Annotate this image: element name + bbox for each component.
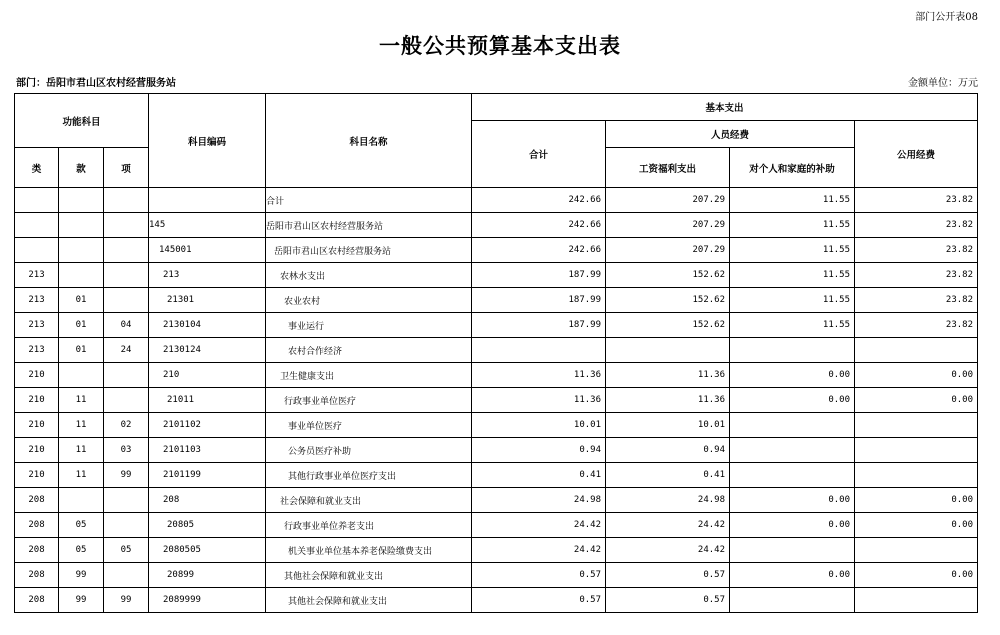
cell-public bbox=[855, 588, 978, 613]
budget-table bbox=[14, 93, 978, 613]
cell-lei bbox=[15, 238, 59, 263]
cell-lei: 208 bbox=[15, 538, 59, 563]
table-row bbox=[15, 563, 978, 588]
cell-name: 农业农村 bbox=[266, 288, 472, 313]
table-row bbox=[15, 413, 978, 438]
cell-kuan: 01 bbox=[59, 288, 104, 313]
cell-name: 事业单位医疗 bbox=[266, 413, 472, 438]
cell-name: 社会保障和就业支出 bbox=[266, 488, 472, 513]
header-personnel: 人员经费 bbox=[606, 121, 855, 148]
cell-code: 20805 bbox=[149, 513, 266, 538]
header-wages: 工资福利支出 bbox=[606, 148, 730, 188]
cell-wages: 207.29 bbox=[606, 188, 730, 213]
cell-subsidy: 0.00 bbox=[730, 563, 855, 588]
cell-wages: 0.94 bbox=[606, 438, 730, 463]
cell-xiang: 24 bbox=[104, 338, 149, 363]
cell-name: 农村合作经济 bbox=[266, 338, 472, 363]
cell-xiang: 02 bbox=[104, 413, 149, 438]
cell-code: 2130104 bbox=[149, 313, 266, 338]
table-row bbox=[15, 213, 978, 238]
cell-public: 23.82 bbox=[855, 313, 978, 338]
cell-subsidy: 11.55 bbox=[730, 313, 855, 338]
cell-kuan: 11 bbox=[59, 413, 104, 438]
cell-total: 0.94 bbox=[472, 438, 606, 463]
cell-lei: 213 bbox=[15, 263, 59, 288]
cell-name: 其他行政事业单位医疗支出 bbox=[266, 463, 472, 488]
cell-total: 24.42 bbox=[472, 513, 606, 538]
cell-name: 公务员医疗补助 bbox=[266, 438, 472, 463]
cell-wages: 24.42 bbox=[606, 513, 730, 538]
cell-subsidy: 11.55 bbox=[730, 288, 855, 313]
cell-name: 机关事业单位基本养老保险缴费支出 bbox=[266, 538, 472, 563]
cell-xiang: 03 bbox=[104, 438, 149, 463]
table-row bbox=[15, 338, 978, 363]
table-row bbox=[15, 388, 978, 413]
cell-wages: 0.57 bbox=[606, 563, 730, 588]
cell-name: 行政事业单位医疗 bbox=[266, 388, 472, 413]
cell-xiang: 99 bbox=[104, 463, 149, 488]
cell-subsidy bbox=[730, 438, 855, 463]
table-row bbox=[15, 313, 978, 338]
cell-kuan: 01 bbox=[59, 313, 104, 338]
cell-lei: 208 bbox=[15, 488, 59, 513]
cell-xiang: 99 bbox=[104, 588, 149, 613]
cell-public: 23.82 bbox=[855, 238, 978, 263]
cell-kuan bbox=[59, 488, 104, 513]
cell-subsidy bbox=[730, 463, 855, 488]
header-total: 合计 bbox=[472, 121, 606, 188]
cell-xiang: 04 bbox=[104, 313, 149, 338]
cell-lei: 213 bbox=[15, 313, 59, 338]
cell-lei: 208 bbox=[15, 588, 59, 613]
cell-xiang bbox=[104, 188, 149, 213]
cell-lei: 210 bbox=[15, 438, 59, 463]
cell-name: 农林水支出 bbox=[266, 263, 472, 288]
cell-xiang bbox=[104, 213, 149, 238]
cell-public: 23.82 bbox=[855, 188, 978, 213]
cell-xiang: 05 bbox=[104, 538, 149, 563]
table-row bbox=[15, 588, 978, 613]
cell-total: 24.98 bbox=[472, 488, 606, 513]
cell-xiang bbox=[104, 563, 149, 588]
header-basic-expenditure: 基本支出 bbox=[472, 94, 978, 121]
cell-code: 2101103 bbox=[149, 438, 266, 463]
cell-wages: 0.57 bbox=[606, 588, 730, 613]
table-row bbox=[15, 363, 978, 388]
cell-subsidy: 11.55 bbox=[730, 213, 855, 238]
table-row bbox=[15, 488, 978, 513]
cell-public: 0.00 bbox=[855, 563, 978, 588]
cell-total: 242.66 bbox=[472, 238, 606, 263]
cell-subsidy: 11.55 bbox=[730, 188, 855, 213]
cell-code: 21301 bbox=[149, 288, 266, 313]
cell-wages: 0.41 bbox=[606, 463, 730, 488]
cell-lei: 213 bbox=[15, 338, 59, 363]
page-title: 一般公共预算基本支出表 bbox=[379, 33, 621, 58]
cell-wages: 24.98 bbox=[606, 488, 730, 513]
cell-lei: 210 bbox=[15, 388, 59, 413]
cell-code: 2130124 bbox=[149, 338, 266, 363]
table-row bbox=[15, 438, 978, 463]
cell-xiang bbox=[104, 263, 149, 288]
cell-public bbox=[855, 538, 978, 563]
cell-wages bbox=[606, 338, 730, 363]
header-public: 公用经费 bbox=[855, 121, 978, 188]
cell-public: 0.00 bbox=[855, 388, 978, 413]
table-row bbox=[15, 288, 978, 313]
cell-code: 145 bbox=[149, 213, 266, 238]
cell-wages: 152.62 bbox=[606, 263, 730, 288]
cell-xiang bbox=[104, 388, 149, 413]
cell-lei: 210 bbox=[15, 363, 59, 388]
cell-lei: 213 bbox=[15, 288, 59, 313]
cell-subsidy: 11.55 bbox=[730, 238, 855, 263]
header-subject-code: 科目编码 bbox=[149, 94, 266, 188]
cell-code: 21011 bbox=[149, 388, 266, 413]
table-header bbox=[15, 94, 978, 188]
table-row bbox=[15, 188, 978, 213]
cell-public bbox=[855, 463, 978, 488]
cell-code: 145001 bbox=[149, 238, 266, 263]
cell-lei bbox=[15, 188, 59, 213]
cell-total: 24.42 bbox=[472, 538, 606, 563]
table-row bbox=[15, 463, 978, 488]
cell-lei: 208 bbox=[15, 513, 59, 538]
cell-name: 岳阳市君山区农村经营服务站 bbox=[266, 238, 472, 263]
cell-wages: 152.62 bbox=[606, 313, 730, 338]
cell-xiang bbox=[104, 488, 149, 513]
cell-name: 其他社会保障和就业支出 bbox=[266, 563, 472, 588]
cell-xiang bbox=[104, 238, 149, 263]
cell-kuan: 11 bbox=[59, 438, 104, 463]
cell-kuan bbox=[59, 213, 104, 238]
cell-subsidy: 0.00 bbox=[730, 388, 855, 413]
cell-public: 23.82 bbox=[855, 263, 978, 288]
cell-total: 11.36 bbox=[472, 388, 606, 413]
cell-subsidy: 0.00 bbox=[730, 513, 855, 538]
cell-name: 合计 bbox=[266, 188, 472, 213]
table-row bbox=[15, 238, 978, 263]
cell-total: 187.99 bbox=[472, 263, 606, 288]
cell-kuan: 99 bbox=[59, 563, 104, 588]
cell-name: 行政事业单位养老支出 bbox=[266, 513, 472, 538]
cell-kuan: 05 bbox=[59, 513, 104, 538]
cell-kuan bbox=[59, 238, 104, 263]
header-subsidy: 对个人和家庭的补助 bbox=[730, 148, 855, 188]
cell-name: 事业运行 bbox=[266, 313, 472, 338]
cell-code: 2080505 bbox=[149, 538, 266, 563]
cell-wages: 10.01 bbox=[606, 413, 730, 438]
cell-code bbox=[149, 188, 266, 213]
header-subject-name: 科目名称 bbox=[266, 94, 472, 188]
cell-code: 2089999 bbox=[149, 588, 266, 613]
cell-kuan: 11 bbox=[59, 388, 104, 413]
cell-wages: 11.36 bbox=[606, 388, 730, 413]
cell-lei bbox=[15, 213, 59, 238]
cell-public bbox=[855, 438, 978, 463]
cell-code: 20899 bbox=[149, 563, 266, 588]
cell-lei: 208 bbox=[15, 563, 59, 588]
cell-public bbox=[855, 413, 978, 438]
cell-total bbox=[472, 338, 606, 363]
cell-code: 213 bbox=[149, 263, 266, 288]
cell-kuan: 99 bbox=[59, 588, 104, 613]
cell-total: 11.36 bbox=[472, 363, 606, 388]
unit-label: 金额单位：万元 bbox=[908, 78, 978, 89]
cell-wages: 152.62 bbox=[606, 288, 730, 313]
cell-public: 0.00 bbox=[855, 513, 978, 538]
cell-lei: 210 bbox=[15, 463, 59, 488]
cell-kuan bbox=[59, 188, 104, 213]
cell-subsidy: 0.00 bbox=[730, 488, 855, 513]
header-kuan: 款 bbox=[59, 148, 104, 188]
cell-total: 242.66 bbox=[472, 188, 606, 213]
cell-kuan bbox=[59, 263, 104, 288]
cell-public: 0.00 bbox=[855, 488, 978, 513]
cell-xiang bbox=[104, 363, 149, 388]
table-row bbox=[15, 513, 978, 538]
cell-lei: 210 bbox=[15, 413, 59, 438]
cell-kuan bbox=[59, 363, 104, 388]
cell-code: 208 bbox=[149, 488, 266, 513]
header-function-subject: 功能科目 bbox=[15, 94, 149, 148]
cell-xiang bbox=[104, 288, 149, 313]
cell-wages: 207.29 bbox=[606, 213, 730, 238]
cell-kuan: 05 bbox=[59, 538, 104, 563]
cell-code: 2101102 bbox=[149, 413, 266, 438]
cell-total: 187.99 bbox=[472, 313, 606, 338]
cell-public: 0.00 bbox=[855, 363, 978, 388]
cell-wages: 207.29 bbox=[606, 238, 730, 263]
cell-public: 23.82 bbox=[855, 288, 978, 313]
cell-subsidy bbox=[730, 338, 855, 363]
table-row bbox=[15, 538, 978, 563]
cell-name: 其他社会保障和就业支出 bbox=[266, 588, 472, 613]
cell-total: 10.01 bbox=[472, 413, 606, 438]
cell-public bbox=[855, 338, 978, 363]
cell-code: 2101199 bbox=[149, 463, 266, 488]
header-lei: 类 bbox=[15, 148, 59, 188]
cell-subsidy: 11.55 bbox=[730, 263, 855, 288]
cell-code: 210 bbox=[149, 363, 266, 388]
table-number-label: 部门公开表08 bbox=[915, 12, 978, 23]
cell-public: 23.82 bbox=[855, 213, 978, 238]
cell-kuan: 11 bbox=[59, 463, 104, 488]
cell-total: 0.41 bbox=[472, 463, 606, 488]
table-body bbox=[15, 188, 978, 613]
cell-subsidy bbox=[730, 538, 855, 563]
cell-subsidy: 0.00 bbox=[730, 363, 855, 388]
cell-total: 187.99 bbox=[472, 288, 606, 313]
header-xiang: 项 bbox=[104, 148, 149, 188]
cell-total: 242.66 bbox=[472, 213, 606, 238]
cell-subsidy bbox=[730, 588, 855, 613]
cell-total: 0.57 bbox=[472, 588, 606, 613]
cell-name: 卫生健康支出 bbox=[266, 363, 472, 388]
cell-wages: 11.36 bbox=[606, 363, 730, 388]
cell-xiang bbox=[104, 513, 149, 538]
department-label: 部门：岳阳市君山区农村经营服务站 bbox=[16, 78, 176, 89]
cell-kuan: 01 bbox=[59, 338, 104, 363]
cell-name: 岳阳市君山区农村经营服务站 bbox=[266, 213, 472, 238]
table-row bbox=[15, 263, 978, 288]
cell-wages: 24.42 bbox=[606, 538, 730, 563]
cell-total: 0.57 bbox=[472, 563, 606, 588]
cell-subsidy bbox=[730, 413, 855, 438]
